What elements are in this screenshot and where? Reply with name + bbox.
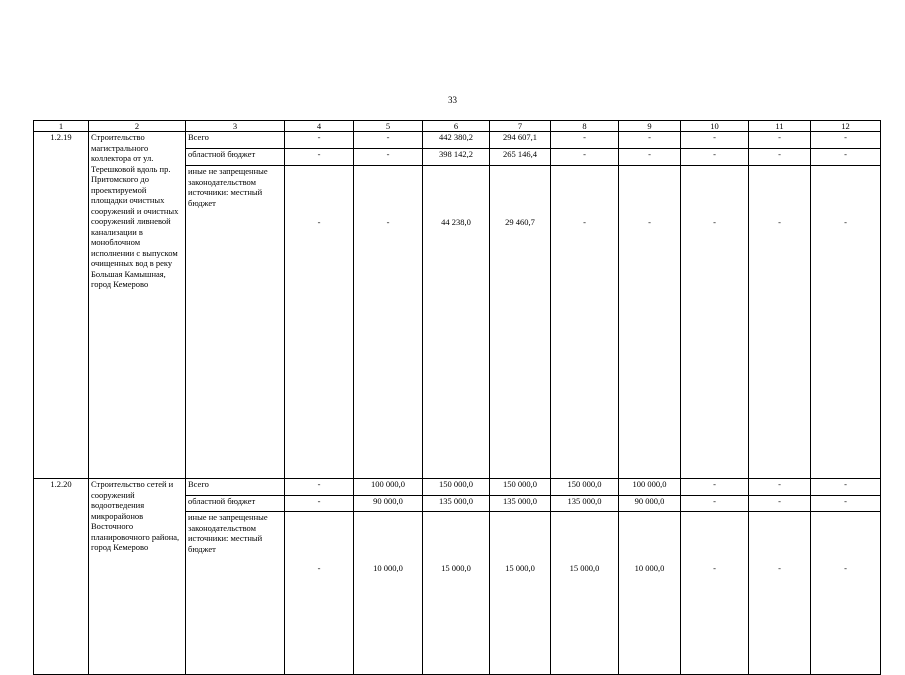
funding-source: Всего xyxy=(186,479,285,496)
table-cell: - xyxy=(811,512,881,675)
table-cell: - xyxy=(285,479,354,496)
column-header: 9 xyxy=(619,121,681,132)
column-header: 2 xyxy=(89,121,186,132)
table-cell: - xyxy=(551,149,619,166)
table-cell: - xyxy=(749,132,811,149)
financing-table xyxy=(33,120,881,675)
table-cell: 10 000,0 xyxy=(354,512,423,675)
table-cell: 29 460,7 xyxy=(490,166,551,479)
table-cell: - xyxy=(749,149,811,166)
table-cell: - xyxy=(619,149,681,166)
table-cell: - xyxy=(285,496,354,512)
table-cell: - xyxy=(811,479,881,496)
table-cell: 398 142,2 xyxy=(423,149,490,166)
table-cell: 135 000,0 xyxy=(551,496,619,512)
table-cell: 10 000,0 xyxy=(619,512,681,675)
table-cell: 442 380,2 xyxy=(423,132,490,149)
table-cell: - xyxy=(285,512,354,675)
table-cell: - xyxy=(285,149,354,166)
column-header: 10 xyxy=(681,121,749,132)
table-cell: - xyxy=(681,496,749,512)
table-cell: - xyxy=(811,496,881,512)
table-cell: - xyxy=(811,166,881,479)
table-cell: - xyxy=(551,166,619,479)
table-cell: 90 000,0 xyxy=(619,496,681,512)
table-cell: 90 000,0 xyxy=(354,496,423,512)
table-cell: - xyxy=(681,166,749,479)
page-number: 33 xyxy=(448,95,457,105)
table-cell: 150 000,0 xyxy=(551,479,619,496)
table-cell: - xyxy=(285,166,354,479)
column-number-row xyxy=(34,121,881,132)
table-cell: - xyxy=(354,149,423,166)
table-cell: 135 000,0 xyxy=(423,496,490,512)
column-header: 4 xyxy=(285,121,354,132)
table-cell: - xyxy=(551,132,619,149)
table-cell: - xyxy=(811,132,881,149)
table-cell: 100 000,0 xyxy=(619,479,681,496)
table-cell: - xyxy=(285,132,354,149)
column-header: 7 xyxy=(490,121,551,132)
table-cell: 44 238,0 xyxy=(423,166,490,479)
table-cell: - xyxy=(749,512,811,675)
table-cell: 15 000,0 xyxy=(490,512,551,675)
funding-source: Всего xyxy=(186,132,285,149)
column-header: 5 xyxy=(354,121,423,132)
table-cell: - xyxy=(749,496,811,512)
table-cell: - xyxy=(749,479,811,496)
table-cell: 294 607,1 xyxy=(490,132,551,149)
table-cell: 265 146,4 xyxy=(490,149,551,166)
table-cell: - xyxy=(681,132,749,149)
column-header: 6 xyxy=(423,121,490,132)
table-cell: - xyxy=(749,166,811,479)
table-row xyxy=(34,132,881,149)
column-header: 12 xyxy=(811,121,881,132)
table-cell: 150 000,0 xyxy=(490,479,551,496)
table-cell: - xyxy=(811,149,881,166)
table-cell: - xyxy=(354,132,423,149)
table-cell: - xyxy=(681,479,749,496)
column-header: 3 xyxy=(186,121,285,132)
table-cell: 100 000,0 xyxy=(354,479,423,496)
table-cell: 150 000,0 xyxy=(423,479,490,496)
item-code: 1.2.20 xyxy=(34,479,89,675)
item-name: Строительство магистрального коллектора от ул. Терешковой вдоль пр. Притомского до проектируемой площадки очистных сооружений и очистных сооружений ливневой канализации в моноблочном исполнении с выпуском очищенных вод в реку Большая Камышная, город Кемерово xyxy=(89,132,186,479)
table-cell: 135 000,0 xyxy=(490,496,551,512)
funding-source: иные не запрещенные законодательством источники: местный бюджет xyxy=(186,512,285,675)
table-row xyxy=(34,479,881,496)
table-cell: 15 000,0 xyxy=(423,512,490,675)
column-header: 8 xyxy=(551,121,619,132)
funding-source: иные не запрещенные законодательством источники: местный бюджет xyxy=(186,166,285,479)
item-code: 1.2.19 xyxy=(34,132,89,479)
table-cell: - xyxy=(681,512,749,675)
table-cell: - xyxy=(354,166,423,479)
table-cell: - xyxy=(619,132,681,149)
column-header: 1 xyxy=(34,121,89,132)
table-cell: - xyxy=(619,166,681,479)
funding-source: областной бюджет xyxy=(186,149,285,166)
table-cell: - xyxy=(681,149,749,166)
funding-source: областной бюджет xyxy=(186,496,285,512)
column-header: 11 xyxy=(749,121,811,132)
item-name: Строительство сетей и сооружений водоотведения микрорайонов Восточного планировочного района, город Кемерово xyxy=(89,479,186,675)
table-cell: 15 000,0 xyxy=(551,512,619,675)
